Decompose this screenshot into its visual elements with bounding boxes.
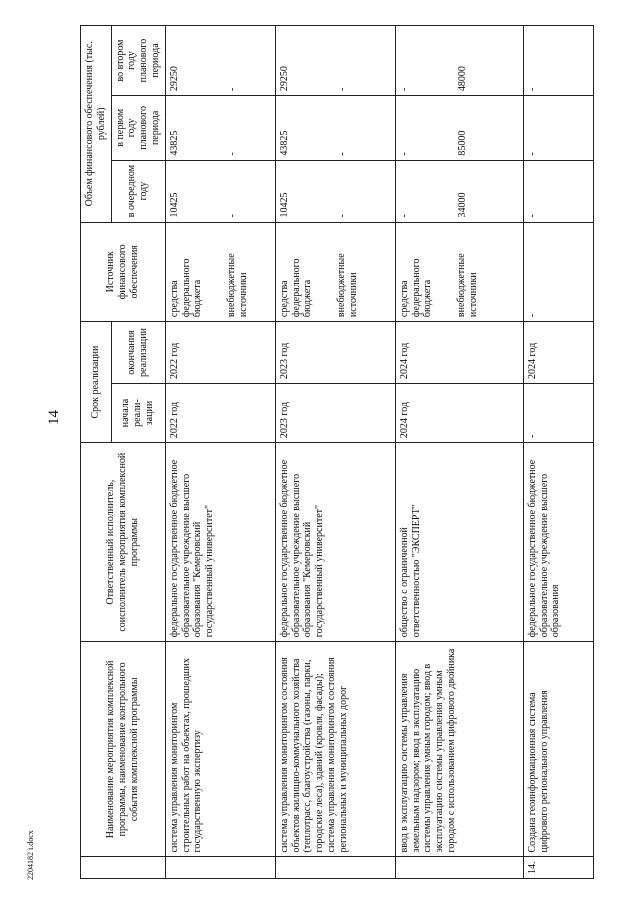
row-f1 bbox=[395, 160, 523, 222]
row-f2 bbox=[395, 96, 523, 161]
row-source bbox=[395, 222, 523, 322]
row-source: - bbox=[523, 222, 593, 322]
value-f3-extra: - bbox=[226, 87, 238, 92]
value-f2-extra: - bbox=[226, 152, 238, 156]
row-source bbox=[165, 222, 275, 322]
row-start: 2022 год bbox=[165, 383, 275, 442]
header-no bbox=[81, 857, 166, 879]
header-end: окончания реализации bbox=[111, 322, 165, 384]
value-f3-extra: - bbox=[336, 87, 348, 92]
source-extrabudget: внебюджетные источники bbox=[226, 253, 249, 318]
row-number: 14. bbox=[523, 857, 593, 879]
value-f1-federal: - bbox=[398, 214, 410, 218]
row-name: система управления мониторингом строительных работ на объектах, прошедших государственную экспертизу bbox=[165, 642, 275, 857]
value-f3-federal: - bbox=[398, 87, 410, 92]
value-f2-federal: 43825 bbox=[278, 130, 290, 156]
value-f1-extra: - bbox=[336, 214, 348, 218]
row-start: 2023 год bbox=[275, 383, 395, 442]
row-name: ввод в эксплуатацию системы управления земельным надзором; ввод в эксплуатацию системы управления умным городом; ввод в эксплуатацию системы управления умным городом с использованием цифрового двойника bbox=[395, 642, 523, 857]
value-f1-federal: 10425 bbox=[278, 192, 290, 218]
row-executor: федеральное государственное бюджетное образовательное учреждение высшего образования bbox=[523, 443, 593, 642]
header-f1: в очередном году bbox=[111, 160, 165, 222]
table-row bbox=[395, 26, 523, 879]
value-f2-extra: 85000 bbox=[456, 130, 468, 156]
row-executor: общество с ограниченной ответственностью "ЭКСПЕРТ" bbox=[395, 443, 523, 642]
header-source: Источник финансового обеспечения bbox=[81, 222, 166, 322]
row-f2 bbox=[165, 96, 275, 161]
row-start: 2024 год bbox=[395, 383, 523, 442]
value-f1-extra: 34000 bbox=[456, 192, 468, 218]
header-executor: Ответственный исполнитель, соисполнитель мероприятия комплексной программы bbox=[81, 443, 166, 642]
row-start: - bbox=[523, 383, 593, 442]
value-f2-federal: - bbox=[398, 152, 410, 156]
rotated-table-container bbox=[80, 25, 640, 879]
header-funding: Объем финансового обеспечения (тыс. рублей) bbox=[81, 26, 112, 223]
value-f2-extra: - bbox=[336, 152, 348, 156]
row-executor: федеральное государственное бюджетное образовательное учреждение высшего образования "Кемеровский государственный университет" bbox=[275, 443, 395, 642]
row-source bbox=[275, 222, 395, 322]
header-name: Наименование мероприятия комплексной программы, наименование контрольного события комплексной программы bbox=[81, 642, 166, 857]
value-f2-federal: 43825 bbox=[168, 130, 180, 156]
row-number bbox=[395, 857, 523, 879]
row-f2: - bbox=[523, 96, 593, 161]
header-row-1 bbox=[81, 26, 112, 879]
value-f3-extra: 48000 bbox=[456, 66, 468, 92]
row-executor: федеральное государственное бюджетное образовательное учреждение высшего образования "Кемеровский государственный университет" bbox=[165, 443, 275, 642]
header-f3: во втором году планового периода bbox=[111, 26, 165, 96]
source-federal: средства федерального бюджета bbox=[168, 258, 204, 318]
page-number: 14 bbox=[46, 410, 62, 425]
header-start: начала реали- зации bbox=[111, 383, 165, 442]
row-f1 bbox=[165, 160, 275, 222]
row-end: 2023 год bbox=[275, 322, 395, 384]
value-f3-federal: 29250 bbox=[168, 66, 180, 92]
table-row bbox=[275, 26, 395, 879]
table-row bbox=[523, 26, 593, 879]
row-end: 2024 год bbox=[523, 322, 593, 384]
value-f1-federal: 10425 bbox=[168, 192, 180, 218]
row-f3 bbox=[165, 26, 275, 96]
row-f3 bbox=[395, 26, 523, 96]
source-federal: средства федерального бюджета bbox=[278, 258, 314, 318]
row-number bbox=[275, 857, 395, 879]
table-row bbox=[165, 26, 275, 879]
row-end: 2022 год bbox=[165, 322, 275, 384]
row-f1 bbox=[275, 160, 395, 222]
source-extrabudget: внебюджетные источники bbox=[336, 253, 359, 318]
document-footer: 2204182 i.docx bbox=[26, 830, 35, 880]
row-f3: - bbox=[523, 26, 593, 96]
source-extrabudget: внебюджетные источники bbox=[456, 253, 479, 318]
header-period: Срок реализации bbox=[81, 322, 112, 443]
row-name: система управления мониторингом состояния объектов жилищно-коммунального хозяйства (теплотрасс, благоустройства (газоны, парки, городские леса), зданий (кровля, фасады); система управления мониторингом состояния региональных и муниципальных дорог bbox=[275, 642, 395, 857]
row-name: Создана геоинформационная система цифрового регионального управления bbox=[523, 642, 593, 857]
value-f1-extra: - bbox=[226, 214, 238, 218]
program-table bbox=[80, 25, 594, 879]
row-f1: - bbox=[523, 160, 593, 222]
row-number bbox=[165, 857, 275, 879]
row-f2 bbox=[275, 96, 395, 161]
header-f2: в первом году планового периода bbox=[111, 96, 165, 161]
row-f3 bbox=[275, 26, 395, 96]
value-f3-federal: 29250 bbox=[278, 66, 290, 92]
source-federal: средства федерального бюджета bbox=[398, 258, 434, 318]
row-end: 2024 год bbox=[395, 322, 523, 384]
